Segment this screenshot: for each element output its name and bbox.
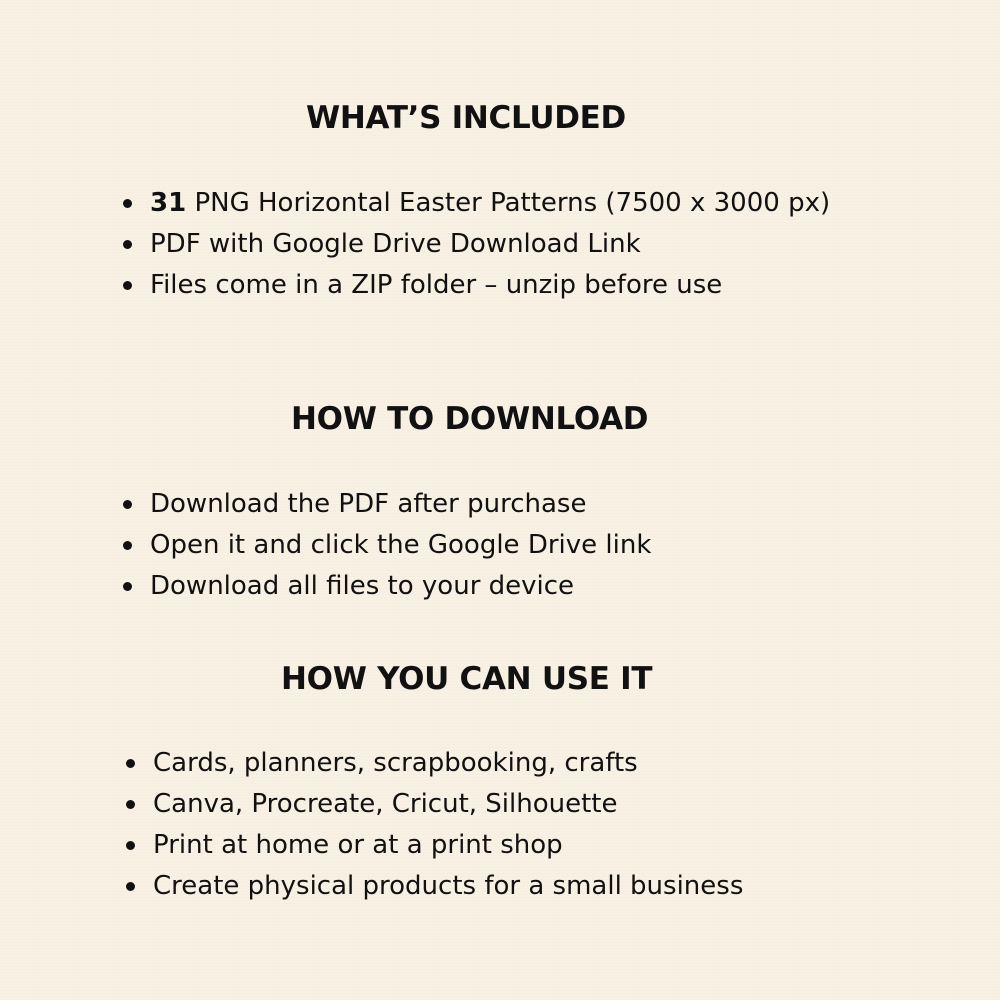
bullet-dot-icon: [123, 199, 132, 208]
whats-included-list: [123, 183, 830, 306]
list-item: [123, 566, 651, 607]
list-item: [123, 265, 830, 306]
bullet-dot-icon: [126, 759, 135, 768]
list-item-text: Create physical products for a small business: [153, 871, 744, 901]
list-item: [123, 525, 651, 566]
bullet-dot-icon: [123, 240, 132, 249]
bullet-dot-icon: [126, 800, 135, 809]
bullet-dot-icon: [126, 841, 135, 850]
list-item: [123, 183, 830, 224]
list-item: [126, 743, 743, 784]
bullet-dot-icon: [123, 541, 132, 550]
list-item-text: Cards, planners, scrapbooking, crafts: [153, 748, 638, 778]
list-item-text: Canva, Procreate, Cricut, Silhouette: [153, 789, 618, 819]
bullet-dot-icon: [123, 582, 132, 591]
bullet-dot-icon: [123, 281, 132, 290]
how-to-download-heading: HOW TO DOWNLOAD: [291, 401, 649, 437]
list-item-text: Download the PDF after purchase: [150, 489, 587, 519]
bullet-dot-icon: [123, 500, 132, 509]
list-item: [123, 224, 830, 265]
whats-included-heading: WHAT’S INCLUDED: [306, 100, 626, 136]
list-item: [126, 866, 743, 907]
list-item-text: PNG Horizontal Easter Patterns (7500 x 3000 px): [186, 188, 831, 218]
list-item-text: Print at home or at a print shop: [153, 830, 563, 860]
how-you-can-use-it-heading: HOW YOU CAN USE IT: [281, 661, 653, 697]
how-you-can-use-it-list: [126, 743, 743, 907]
list-item-text: Open it and click the Google Drive link: [150, 530, 652, 560]
how-to-download-list: [123, 484, 651, 607]
list-item: [126, 825, 743, 866]
pattern-count: 31: [150, 188, 187, 218]
list-item: [126, 784, 743, 825]
bullet-dot-icon: [126, 882, 135, 891]
list-item-text: Download all files to your device: [150, 571, 575, 601]
list-item-text: PDF with Google Drive Download Link: [150, 229, 641, 259]
list-item-text: Files come in a ZIP folder – unzip before use: [150, 270, 723, 300]
list-item: [123, 484, 651, 525]
